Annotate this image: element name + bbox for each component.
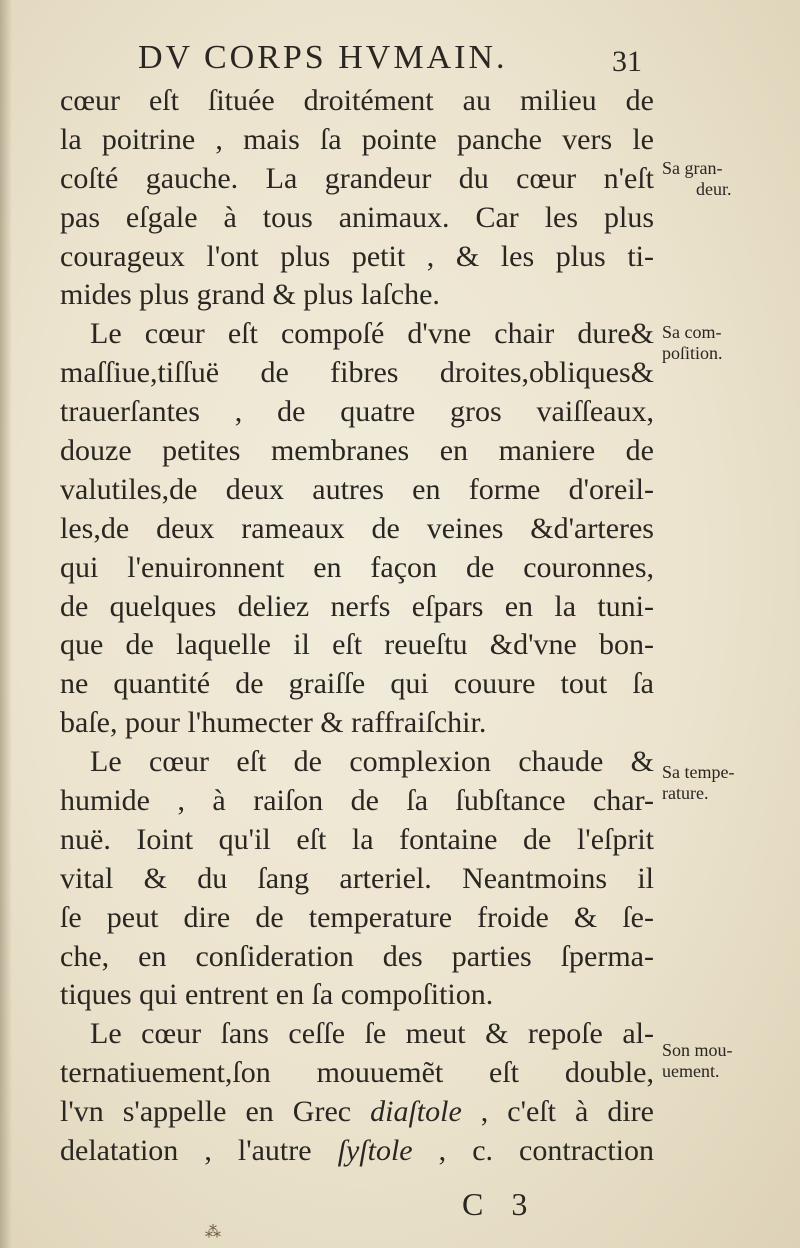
- margin-note-line: Sa com-: [662, 322, 722, 342]
- text-segment: , c'eſt à dire: [461, 1095, 654, 1129]
- text-line: maſſiue,tiſſuë de fibres droites,obliques&: [60, 356, 654, 390]
- text-line: que de laquelle il eſt reueſtu &d'vne bon-: [60, 628, 654, 662]
- text-line: valutiles,de deux autres en forme d'oreil-: [60, 472, 654, 506]
- text-line: ne quantité de graiſſe qui couure tout ſa: [60, 667, 654, 701]
- ornament-mark: ⁂: [205, 1222, 221, 1241]
- greek-term-diastole: diaſtole: [370, 1095, 462, 1129]
- page-header: [0, 38, 800, 78]
- text-line: mides plus grand & plus laſche.: [60, 278, 440, 312]
- margin-note-line: rature.: [662, 783, 709, 803]
- margin-note-mouvement: [662, 1040, 800, 1082]
- signature-mark: C 3: [462, 1186, 538, 1222]
- margin-note-line: poſition.: [662, 343, 723, 363]
- margin-note-composition: [662, 322, 800, 364]
- margin-note-line: Sa gran-: [662, 158, 723, 178]
- text-line: ſe peut dire de temperature froide & ſe-: [60, 900, 654, 934]
- margin-note-grandeur: [662, 158, 800, 200]
- text-line: vital & du ſang arteriel. Neantmoins il: [60, 861, 654, 895]
- text-line: humide , à raiſon de ſa ſubſtance char-: [60, 784, 654, 818]
- page-number: 31: [612, 45, 642, 78]
- text-segment: , c. contraction: [412, 1134, 654, 1168]
- text-line: pas eſgale à tous animaux. Car les plus: [60, 200, 654, 234]
- text-line: courageux l'ont plus petit , & les plus ti-: [60, 239, 654, 273]
- text-segment: delatation , l'autre: [60, 1134, 338, 1168]
- text-segment: l'vn s'appelle en Grec: [60, 1095, 371, 1129]
- text-line: che, en conſideration des parties ſperma-: [60, 939, 654, 973]
- text-line: baſe, pour l'humecter & raffraiſchir.: [60, 706, 487, 740]
- page-edge-shadow: [0, 0, 12, 1248]
- running-head: DV CORPS HVMAIN.: [138, 39, 508, 76]
- text-line: Le cœur eſt de complexion chaude &: [90, 745, 654, 779]
- margin-note-line: Son mou-: [662, 1040, 733, 1060]
- margin-note-temperature: [662, 762, 800, 804]
- text-line: les,de deux rameaux de veines &d'arteres: [60, 511, 654, 545]
- text-line: trauerſantes , de quatre gros vaiſſeaux,: [60, 395, 654, 429]
- margin-note-line: deur.: [696, 179, 732, 199]
- main-text: [60, 82, 654, 1171]
- margin-note-line: Sa tempe-: [662, 762, 735, 782]
- text-line: ternatiuement,ſon mouuemẽt eſt double,: [60, 1056, 654, 1090]
- text-line: la poitrine , mais ſa pointe panche vers le: [60, 122, 654, 156]
- text-line: coſté gauche. La grandeur du cœur n'eſt: [60, 161, 654, 195]
- text-line: de quelques deliez nerfs eſpars en la tuni-: [60, 589, 654, 623]
- text-line: tiques qui entrent en ſa compoſition.: [60, 978, 494, 1012]
- text-line: Le cœur eſt compoſé d'vne chair dure&: [90, 317, 654, 351]
- text-line: Le cœur ſans ceſſe ſe meut & repoſe al-: [90, 1017, 654, 1051]
- text-line: cœur eſt ſituée droitément au milieu de: [60, 84, 654, 117]
- margin-note-line: uement.: [662, 1061, 720, 1081]
- greek-term-systole: ſyſtole: [337, 1134, 413, 1168]
- text-line: nuë. Ioint qu'il eſt la fontaine de l'eſprit: [60, 822, 654, 856]
- text-line: qui l'enuironnent en façon de couronnes,: [60, 550, 654, 584]
- text-line: douze petites membranes en maniere de: [60, 434, 654, 468]
- text-line: [60, 1132, 654, 1171]
- text-line: [60, 1093, 654, 1132]
